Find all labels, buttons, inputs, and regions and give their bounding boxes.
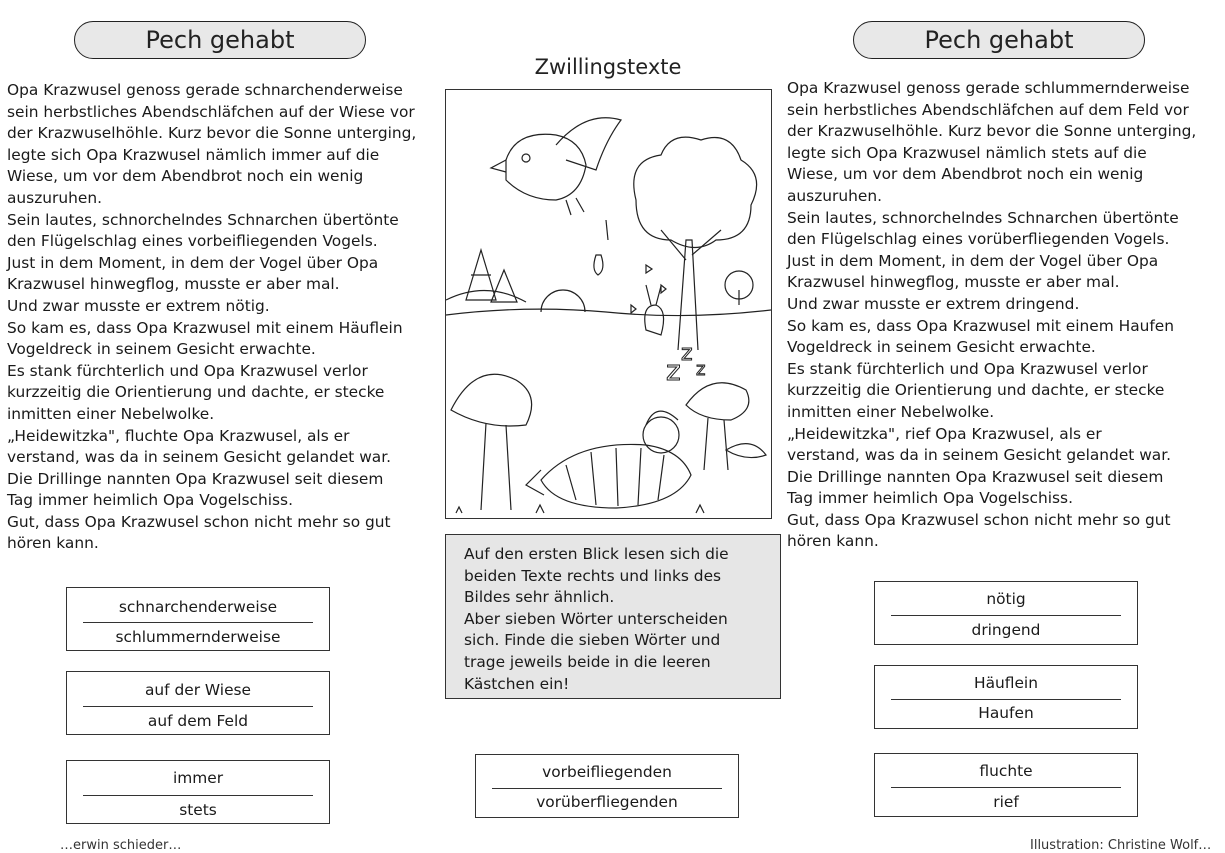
answer-box[interactable]	[475, 754, 739, 818]
answer-divider	[891, 615, 1121, 616]
footer-left-credit: …erwin schieder…	[60, 838, 182, 853]
answer-box[interactable]	[874, 753, 1138, 817]
grass	[456, 505, 704, 513]
answer-word-left: Häuflein	[974, 674, 1038, 692]
ground-line	[446, 309, 771, 315]
answer-word-right: vorüberfliegenden	[536, 793, 678, 811]
sleep-z: z	[681, 341, 693, 366]
mushroom-right-stem	[704, 418, 728, 470]
mushroom-left-stem	[481, 423, 511, 510]
answer-divider	[83, 706, 313, 707]
answer-divider	[891, 699, 1121, 700]
tree-branch	[661, 230, 721, 260]
answer-word-left: immer	[172, 769, 224, 787]
tree-trunk	[678, 240, 698, 350]
answer-divider	[83, 795, 313, 796]
grandpa-head	[643, 417, 679, 453]
left-title-text: Pech gehabt	[145, 26, 295, 54]
answer-divider	[891, 787, 1121, 788]
mushroom-left-cap	[451, 374, 532, 426]
left-title	[74, 21, 366, 59]
footer-right-credit: Illustration: Christine Wolf…	[1030, 838, 1212, 853]
sleep-z: z	[666, 354, 681, 387]
bird-beak	[491, 160, 506, 172]
answer-word-left: vorbeifliegenden	[542, 763, 672, 781]
grandpa-stripes	[566, 448, 664, 506]
left-story-text: Opa Krazwusel genoss gerade schnarchenderweise sein herbstliches Abendschläfchen auf der Wiese vor der Krazwuselhöhle. Kurz bevor die Sonne unterging, legte sich Opa Krazwusel nämlich immer auf die Wiese, um vor dem Abendbrot noch ein wenig auszuruhen. Sein lautes, schnorchelndes Schnarchen übertönte den Flügelschlag eines vorbeifliegenden Vogels. Just in dem Moment, in dem der Vogel über Opa Krazwusel hinwegflog, musste er aber mal. Und zwar musste er extrem nötig. So kam es, dass Opa Krazwusel mit einem Häuflein Vogeldreck in seinem Gesicht erwachte. Es stank fürchterlich und Opa Krazwusel verlor kurzzeitig die Orientierung und dachte, er stecke inmitten einer Nebelwolke. „Heidewitzka", fluchte Opa Krazwusel, als er verstand, was da in seinem Gesicht gelandet war. Die Drillinge nannten Opa Krazwusel seit diesem Tag immer heimlich Opa Vogelschiss. Gut, dass Opa Krazwusel schon nicht mehr so gut hören kann.	[7, 81, 417, 553]
answer-box[interactable]	[66, 760, 330, 824]
answer-word-left: nötig	[986, 590, 1026, 608]
answer-word-right: stets	[179, 801, 217, 819]
dropping-icon	[606, 220, 608, 240]
bird-wing	[556, 118, 621, 170]
right-title-text: Pech gehabt	[924, 26, 1074, 54]
grandpa-cap	[646, 411, 678, 425]
right-title	[853, 21, 1145, 59]
answer-word-left: fluchte	[979, 762, 1033, 780]
center-title: Zwillingstexte	[534, 55, 682, 79]
answer-box[interactable]	[66, 587, 330, 651]
answer-box[interactable]	[874, 581, 1138, 645]
bird-eye	[522, 154, 530, 162]
answer-word-right: auf dem Feld	[147, 712, 249, 730]
answer-word-left: schnarchenderweise	[118, 598, 278, 616]
task-instructions: Auf den ersten Blick lesen sich die beiden Texte rechts und links des Bildes sehr ähnlich. Aber sieben Wörter unterscheiden sich. Finde die sieben Wörter und trage jeweils beide in die leeren Kästchen ein!	[445, 534, 781, 699]
sleep-z: z	[696, 359, 706, 380]
illustration	[446, 90, 771, 518]
mushroom-right-cap	[686, 383, 749, 420]
pine-tree-icon	[466, 250, 496, 300]
answer-word-right: dringend	[971, 621, 1041, 639]
mushroom-small	[726, 444, 766, 458]
illustration-frame	[445, 89, 772, 519]
answer-word-left: auf der Wiese	[144, 681, 252, 699]
answer-word-right: rief	[993, 793, 1019, 811]
answer-box[interactable]	[874, 665, 1138, 729]
answer-divider	[83, 622, 313, 623]
bird-feet	[566, 198, 584, 215]
tree-crown	[634, 137, 757, 247]
answer-box[interactable]	[66, 671, 330, 735]
dropping-icon	[594, 255, 603, 275]
grandpa-boot	[526, 470, 544, 495]
bird-icon	[506, 134, 586, 200]
right-story-text: Opa Krazwusel genoss gerade schlummernderweise sein herbstliches Abendschläfchen auf dem Feld vor der Krazwuselhöhle. Kurz bevor die Sonne unterging, legte sich Opa Krazwusel nämlich stets auf die Wiese, um vor dem Abendbrot noch ein wenig auszuruhen. Sein lautes, schnorchelndes Schnarchen übertönte den Flügelschlag eines vorüberfliegenden Vogels. Just in dem Moment, in dem der Vogel über Opa Krazwusel hinwegflog, musste er aber mal. Und zwar musste er extrem dringend. So kam es, dass Opa Krazwusel mit einem Haufen Vogeldreck in seinem Gesicht erwachte. Es stank fürchterlich und Opa Krazwusel verlor kurzzeitig die Orientierung und dachte, er stecke inmitten einer Nebelwolke. „Heidewitzka", rief Opa Krazwusel, als er verstand, was da in seinem Gesicht gelandet war. Die Drillinge nannten Opa Krazwusel seit diesem Tag immer heimlich Opa Vogelschiss. Gut, dass Opa Krazwusel schon nicht mehr so gut hören kann.	[787, 79, 1197, 551]
answer-divider	[492, 788, 722, 789]
answer-word-right: Haufen	[978, 704, 1034, 722]
answer-word-right: schlummernderweise	[115, 628, 281, 646]
